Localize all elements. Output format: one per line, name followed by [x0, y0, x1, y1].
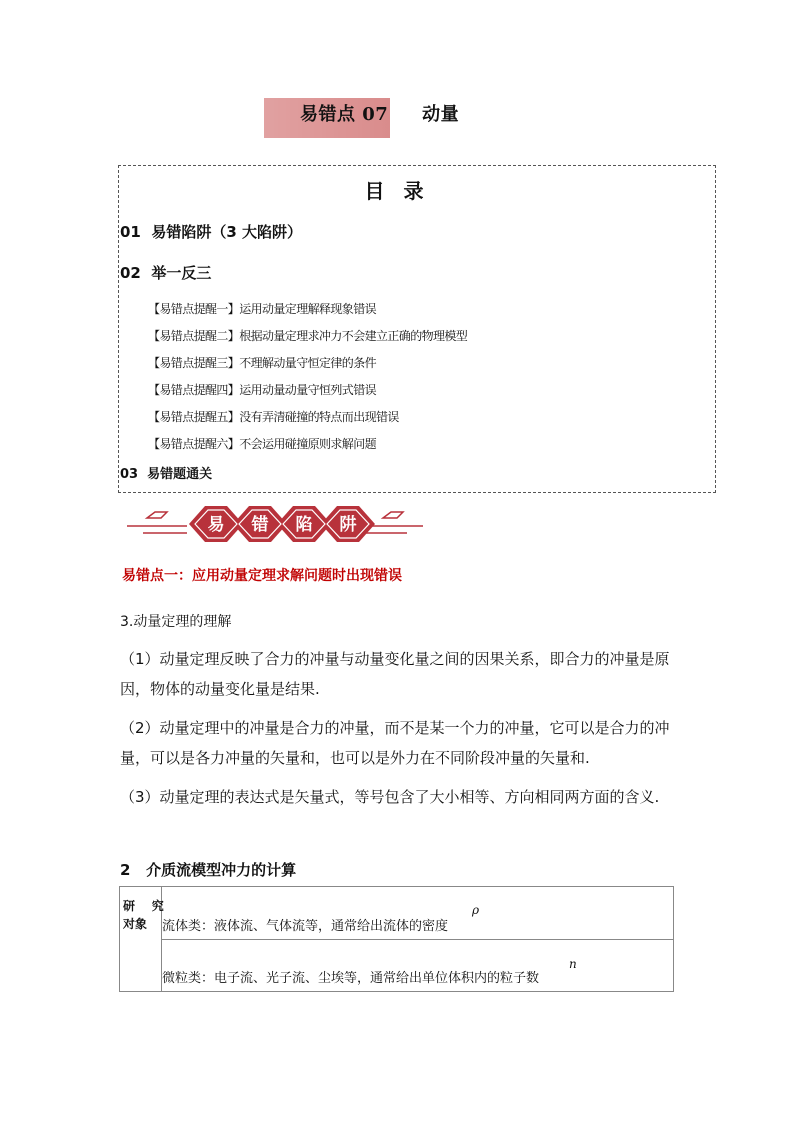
paragraph-1: （1）动量定理反映了合力的冲量与动量变化量之间的因果关系，即合力的冲量是原因，物体的动量变化量是结果.	[120, 650, 670, 698]
row1-text: 流体类：液体流、气体流等，通常给出流体的密度	[162, 919, 449, 934]
toc-subitem-1[interactable]: 【易错点提醒一】运用动量定理解释现象错误	[148, 302, 377, 316]
table-row-header	[120, 887, 162, 991]
toc-subitem-2[interactable]: 【易错点提醒二】根据动量定理求冲力不会建立正确的物理模型	[148, 329, 468, 343]
toc-item-2[interactable]: 02 举一反三	[120, 264, 212, 282]
paragraph-3: （3）动量定理的表达式是矢量式，等号包含了大小相等、方向相同两方面的含义.	[120, 788, 660, 806]
toc-subitem-5[interactable]: 【易错点提醒五】没有弄清碰撞的特点而出现错误	[148, 410, 399, 424]
banner-char-2: 错	[251, 515, 269, 535]
banner-char-4: 阱	[339, 515, 357, 535]
section-subtitle: 3.动量定理的理解	[120, 614, 232, 630]
table-row-1	[162, 915, 448, 934]
rho-symbol: ρ	[472, 903, 480, 917]
table-divider	[161, 939, 673, 940]
row2-text: 微粒类：电子流、光子流、尘埃等，通常给出单位体积内的粒子数	[162, 971, 540, 986]
data-table	[119, 886, 674, 992]
banner-char-1: 易	[207, 515, 225, 535]
title-topic: 动量	[422, 104, 460, 125]
page-title	[300, 100, 459, 126]
banner-char-3: 陷	[295, 515, 313, 535]
section-title: 易错点一：应用动量定理求解问题时出现错误	[122, 568, 402, 584]
title-label: 易错点 07	[300, 104, 389, 125]
toc-subitem-3[interactable]: 【易错点提醒三】不理解动量守恒定律的条件	[148, 356, 377, 370]
section-banner	[125, 498, 425, 548]
section-subtitle-2: 2 介质流模型冲力的计算	[120, 861, 297, 879]
table-row-2	[162, 967, 539, 986]
toc-item-1[interactable]: 01 易错陷阱（3 大陷阱）	[120, 223, 302, 241]
row-header-2: 对象	[123, 917, 148, 931]
n-symbol: n	[569, 957, 577, 971]
toc-item-3[interactable]: 03 易错题通关	[120, 467, 213, 482]
toc-subitem-4[interactable]: 【易错点提醒四】运用动量动量守恒列式错误	[148, 383, 377, 397]
paragraph-2: （2）动量定理中的冲量是合力的冲量，而不是某一个力的冲量，它可以是合力的冲量，可以是各力冲量的矢量和，也可以是外力在不同阶段冲量的矢量和.	[120, 719, 670, 767]
toc-subitem-6[interactable]: 【易错点提醒六】不会运用碰撞原则求解问题	[148, 437, 377, 451]
toc-heading: 目 录	[364, 179, 430, 203]
row-header-1: 研 究	[123, 899, 164, 913]
